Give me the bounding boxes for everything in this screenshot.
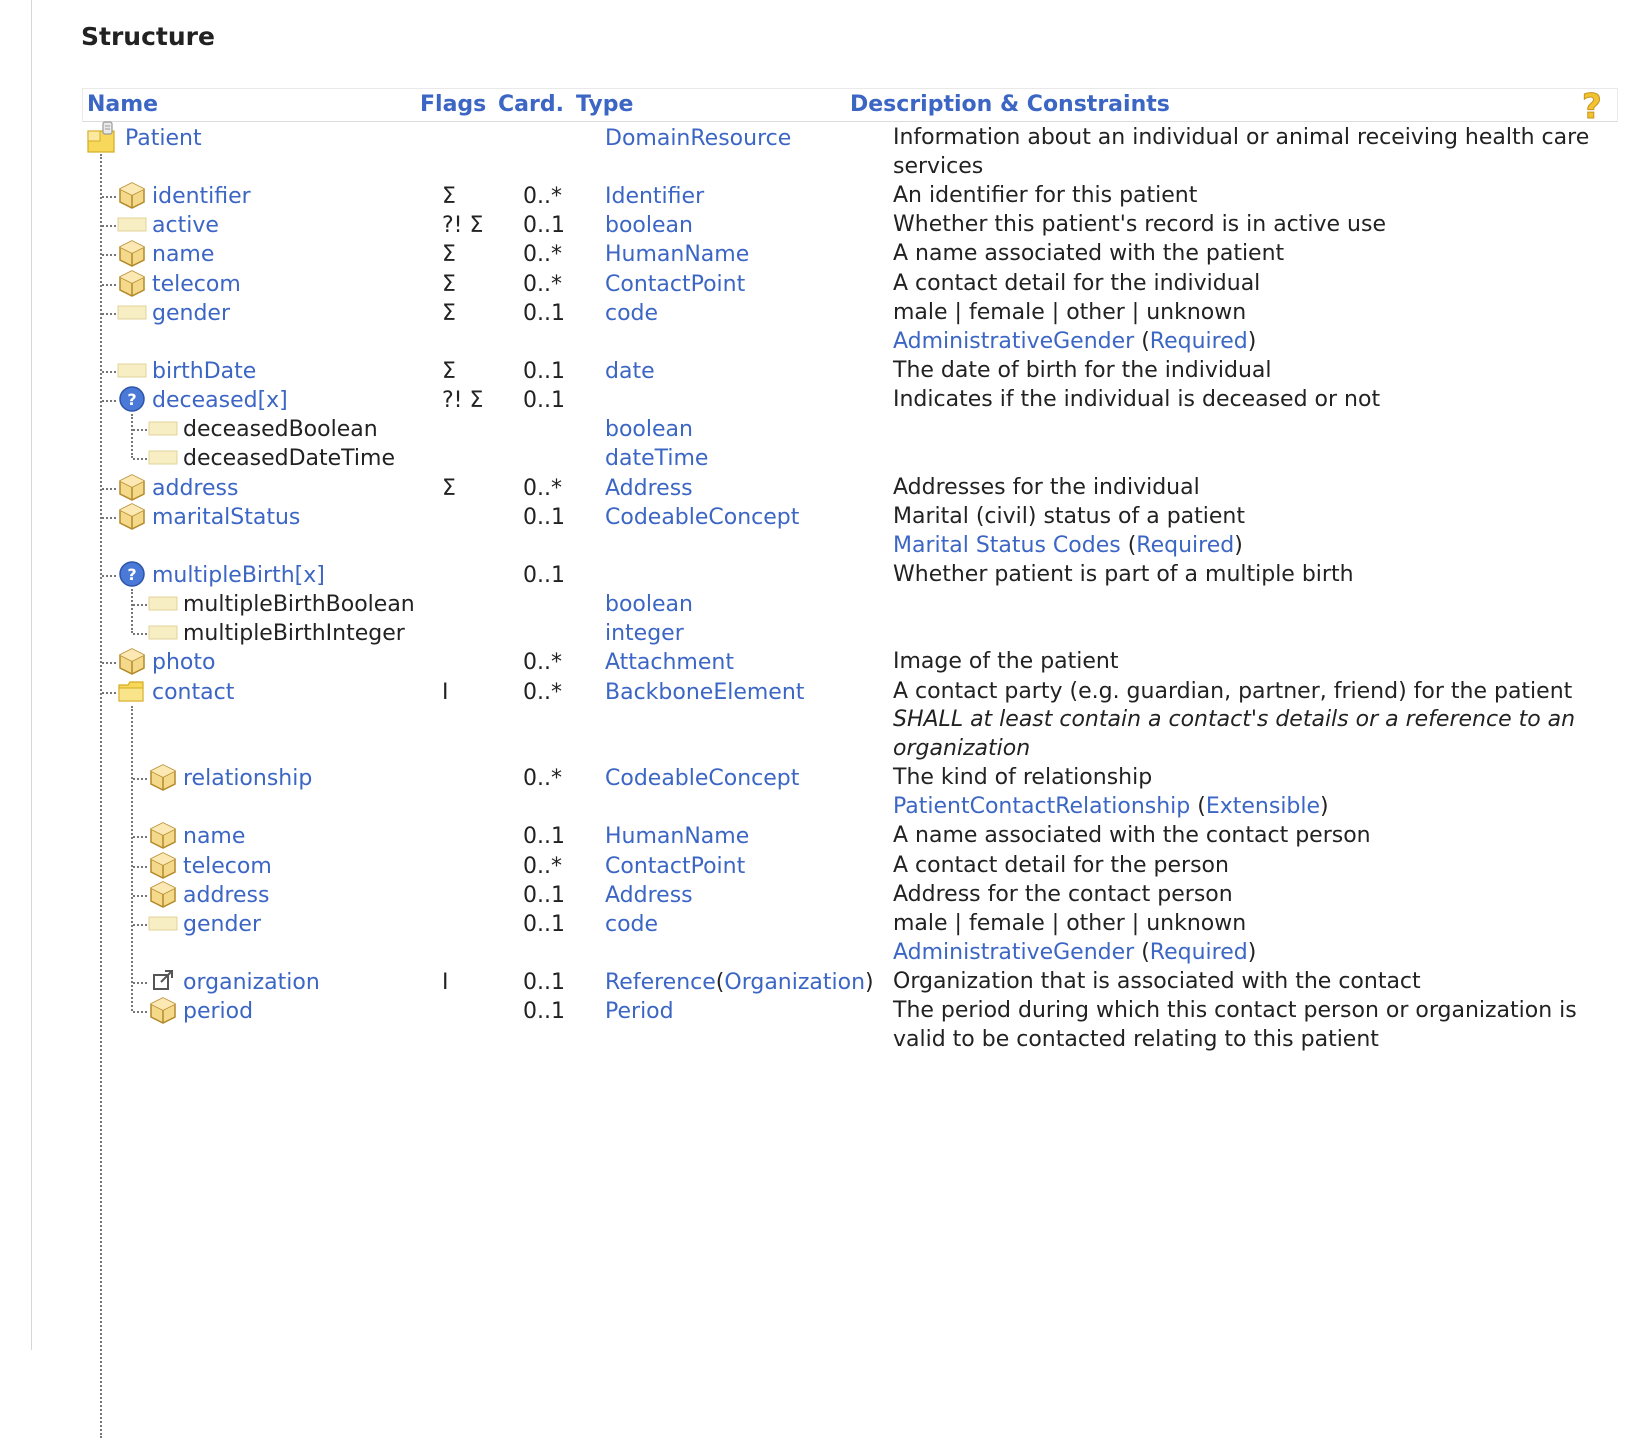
description-cell: [893, 240, 1613, 269]
description-cell: [893, 822, 1613, 851]
flags-cell: I: [442, 679, 449, 705]
column-header-type[interactable]: Type: [576, 92, 634, 117]
flags-cell: ?! Σ: [442, 213, 484, 239]
description-text: The date of birth for the individual: [893, 357, 1272, 383]
table-row: [82, 268, 1618, 297]
cardinality-cell: 0..1: [523, 882, 565, 908]
tree-line: [102, 225, 116, 227]
element-name-deceaseddatetime: deceasedDateTime: [183, 446, 395, 472]
element-name-telecom[interactable]: telecom: [152, 271, 241, 297]
table-row: [82, 879, 1618, 908]
table-header: [82, 88, 1618, 122]
description-text: Addresses for the individual: [893, 474, 1200, 500]
description-cell: [893, 357, 1613, 386]
table-row: [82, 646, 1618, 675]
tree-line: [133, 1011, 147, 1013]
table-row: [82, 413, 1618, 442]
tree-line: [133, 924, 147, 926]
description-cell: [893, 648, 1613, 677]
table-row: [82, 180, 1618, 209]
structure-table: [82, 87, 1618, 1052]
flags-cell: I: [442, 970, 449, 995]
tree-line: [102, 488, 116, 490]
element-name-multiplebirthx[interactable]: multipleBirth[x]: [152, 562, 325, 588]
type-cell[interactable]: Address: [605, 882, 693, 908]
cardinality-cell: 0..1: [523, 213, 565, 239]
tree-line: [102, 313, 116, 315]
primitive-icon: [148, 908, 178, 942]
tree-line: [102, 196, 116, 198]
type-cell[interactable]: HumanName: [605, 824, 750, 850]
description-cell: [893, 764, 1613, 822]
type-cell[interactable]: boolean: [605, 417, 693, 443]
cardinality-cell: 0..1: [523, 300, 565, 326]
description-cell: [893, 182, 1613, 211]
column-header-name[interactable]: Name: [87, 92, 159, 117]
flags-cell: Σ: [442, 300, 456, 326]
table-row: [82, 676, 1618, 762]
column-header-description[interactable]: Description & Constraints: [850, 92, 1170, 117]
type-target-link[interactable]: Organization: [724, 970, 866, 995]
table-row: [82, 559, 1618, 588]
table-row: [82, 908, 1618, 966]
paren: ): [1320, 794, 1329, 820]
tree-line: [131, 706, 133, 1012]
description-cell: [893, 881, 1613, 910]
tree-line: [133, 866, 147, 868]
tree-line: [102, 575, 116, 577]
description-text: Indicates if the individual is deceased or not: [893, 387, 1381, 412]
description-text: Organization that is associated with the contact: [893, 969, 1421, 994]
type-cell[interactable]: boolean: [605, 213, 693, 239]
element-name-name[interactable]: name: [152, 242, 215, 268]
type-cell[interactable]: Attachment: [605, 650, 734, 676]
description-text: The period during which this contact person or organization is valid to be contacted relating to this patient: [893, 998, 1577, 1052]
flags-cell: Σ: [442, 184, 456, 209]
description-cell: [893, 678, 1613, 764]
type-cell[interactable]: ContactPoint: [605, 853, 746, 879]
binding-link[interactable]: AdministrativeGender: [893, 328, 1135, 354]
binding-strength-link[interactable]: Required: [1136, 532, 1235, 558]
paren: (: [1190, 794, 1206, 820]
page-left-border: [31, 0, 32, 1350]
type-link[interactable]: Reference: [605, 970, 716, 995]
column-header-card[interactable]: Card.: [498, 92, 564, 117]
element-name-name[interactable]: name: [183, 824, 246, 850]
binding-strength-link[interactable]: Required: [1149, 939, 1248, 965]
table-row: [82, 820, 1618, 849]
type-cell[interactable]: dateTime: [605, 446, 709, 472]
datatype-cube-icon: [148, 995, 178, 1029]
section-title: Structure: [81, 22, 215, 51]
primitive-icon: [117, 297, 147, 331]
element-name-deceasedx[interactable]: deceased[x]: [152, 388, 288, 413]
type-cell[interactable]: CodeableConcept: [605, 766, 800, 792]
cardinality-cell: 0..1: [523, 358, 565, 384]
description-text: male | female | other | unknown: [893, 299, 1247, 325]
tree-line: [133, 982, 147, 984]
tree-line: [102, 400, 116, 402]
description-text: male | female | other | unknown: [893, 911, 1247, 936]
description-cell: [893, 910, 1613, 968]
cardinality-cell: 0..*: [523, 650, 562, 676]
datatype-cube-icon: [117, 501, 147, 535]
element-name-deceasedboolean: deceasedBoolean: [183, 417, 378, 443]
table-row: [82, 995, 1618, 1053]
table-row: [82, 355, 1618, 384]
resource-icon: [86, 120, 120, 158]
flags-cell: Σ: [442, 271, 456, 297]
type-cell[interactable]: integer: [605, 621, 684, 647]
paren: (: [1120, 532, 1137, 558]
cardinality-cell: 0..1: [523, 970, 565, 995]
help-icon[interactable]: [1579, 87, 1613, 123]
element-name-telecom[interactable]: telecom: [183, 853, 272, 879]
tree-line: [131, 414, 133, 458]
element-name-maritalstatus[interactable]: maritalStatus: [152, 504, 301, 530]
tree-line: [102, 284, 116, 286]
type-cell[interactable]: boolean: [605, 592, 693, 617]
element-name-active[interactable]: active: [152, 213, 219, 239]
cardinality-cell: 0..1: [523, 912, 565, 937]
element-name-organization[interactable]: organization: [183, 970, 320, 995]
paren: (: [1134, 328, 1150, 354]
description-cell: [893, 997, 1613, 1055]
cardinality-cell: 0..1: [523, 388, 565, 413]
column-header-flags[interactable]: Flags: [420, 92, 487, 117]
element-name-photo[interactable]: photo: [152, 650, 216, 676]
cardinality-cell: 0..1: [523, 562, 565, 588]
description-cell: [893, 270, 1613, 299]
type-cell[interactable]: code: [605, 300, 659, 326]
table-row: [82, 966, 1618, 995]
type-cell[interactable]: BackboneElement: [605, 679, 805, 705]
tree-line: [133, 633, 147, 635]
description-cell: [893, 474, 1613, 503]
tree-line: [102, 662, 116, 664]
type-cell[interactable]: code: [605, 912, 659, 937]
element-name-relationship[interactable]: relationship: [183, 766, 313, 792]
tree-line: [133, 429, 147, 431]
element-name-contact[interactable]: contact: [152, 679, 235, 705]
folder-icon: [117, 676, 147, 710]
table-row: [82, 762, 1618, 820]
type-cell[interactable]: Identifier: [605, 184, 705, 209]
paren: ): [1234, 532, 1243, 558]
description-cell: [893, 299, 1613, 357]
cardinality-cell: 0..*: [523, 475, 562, 501]
table-row: [82, 501, 1618, 559]
description-text: A contact detail for the individual: [893, 270, 1261, 296]
description-cell: [893, 211, 1613, 240]
binding-link[interactable]: PatientContactRelationship: [893, 794, 1191, 820]
table-row: [82, 472, 1618, 501]
cardinality-cell: 0..*: [523, 242, 562, 268]
svg-text:?: ?: [127, 390, 137, 409]
flags-cell: Σ: [442, 358, 456, 384]
paren: ): [865, 970, 874, 995]
tree-line: [100, 154, 102, 1438]
tree-line: [131, 589, 133, 633]
description-text: Whether patient is part of a multiple birth: [893, 561, 1354, 587]
flags-cell: Σ: [442, 475, 456, 501]
tree-line: [102, 517, 116, 519]
table-row: [82, 238, 1618, 267]
cardinality-cell: 0..1: [523, 504, 565, 530]
type-cell[interactable]: DomainResource: [605, 126, 792, 151]
tree-line: [133, 604, 147, 606]
table-row: [82, 442, 1618, 471]
cardinality-cell: 0..*: [523, 853, 562, 879]
description-text: A name associated with the patient: [893, 241, 1285, 267]
element-name-address[interactable]: address: [152, 475, 239, 501]
tree-line: [133, 778, 147, 780]
description-cell: [893, 852, 1613, 881]
cardinality-cell: 0..1: [523, 824, 565, 850]
binding-strength-link[interactable]: Extensible: [1205, 794, 1321, 820]
element-name-period[interactable]: period: [183, 999, 254, 1025]
element-name-multiplebirthboolean: multipleBirthBoolean: [183, 592, 415, 617]
description-text: Information about an individual or animal receiving health care services: [893, 125, 1590, 179]
flags-cell: Σ: [442, 242, 456, 268]
type-cell[interactable]: HumanName: [605, 242, 750, 268]
description-text: A contact party (e.g. guardian, partner, friend) for the patient: [893, 678, 1573, 704]
datatype-cube-icon: [148, 762, 178, 796]
element-name-birthdate[interactable]: birthDate: [152, 358, 257, 384]
tree-line: [133, 895, 147, 897]
type-cell[interactable]: Address: [605, 475, 693, 501]
description-text: An identifier for this patient: [893, 183, 1198, 208]
description-cell: [893, 386, 1613, 415]
description-text: A contact detail for the person: [893, 852, 1229, 878]
paren: (: [1134, 939, 1150, 965]
cardinality-cell: 0..*: [523, 766, 562, 792]
type-cell[interactable]: ContactPoint: [605, 271, 746, 297]
paren: ): [1247, 328, 1257, 354]
description-cell: [893, 124, 1613, 182]
svg-text:?: ?: [1582, 87, 1602, 123]
cardinality-cell: 0..*: [523, 271, 562, 297]
table-row: [82, 850, 1618, 879]
tree-line: [102, 692, 116, 694]
description-text: Marital (civil) status of a patient: [893, 503, 1245, 529]
table-row: [82, 617, 1618, 646]
table-row: [82, 588, 1618, 617]
description-cell: [893, 503, 1613, 561]
element-name-patient[interactable]: Patient: [125, 126, 202, 151]
element-name-gender[interactable]: gender: [183, 912, 261, 937]
paren: (: [715, 970, 725, 995]
cardinality-cell: 0..*: [523, 679, 562, 705]
tree-line: [102, 371, 116, 373]
description-cell: [893, 968, 1613, 997]
table-row: [82, 209, 1618, 238]
cardinality-cell: 0..*: [523, 184, 562, 209]
binding-strength-link[interactable]: Required: [1149, 328, 1248, 354]
description-text: The kind of relationship: [893, 765, 1153, 791]
description-text: Image of the patient: [893, 649, 1119, 675]
type-cell[interactable]: Period: [605, 999, 674, 1025]
type-cell[interactable]: [605, 968, 874, 999]
binding-link[interactable]: Marital Status Codes: [893, 532, 1121, 558]
element-name-identifier[interactable]: identifier: [152, 184, 251, 209]
binding-link[interactable]: AdministrativeGender: [893, 939, 1135, 965]
tree-line: [133, 458, 147, 460]
flags-cell: ?! Σ: [442, 388, 484, 413]
svg-text:?: ?: [127, 564, 137, 584]
type-cell[interactable]: date: [605, 358, 655, 384]
cardinality-cell: 0..1: [523, 999, 565, 1025]
constraint-note: SHALL at least contain a contact's details or a reference to an organization: [893, 707, 1576, 762]
table-row: [82, 122, 1618, 180]
tree-line: [102, 254, 116, 256]
table-row: [82, 384, 1618, 413]
description-text: Whether this patient's record is in active use: [893, 212, 1386, 238]
tree-line: [133, 836, 147, 838]
description-cell: [893, 561, 1613, 590]
paren: ): [1247, 939, 1257, 965]
description-text: Address for the contact person: [893, 881, 1233, 907]
type-cell[interactable]: CodeableConcept: [605, 504, 800, 530]
element-name-multiplebirthinteger: multipleBirthInteger: [183, 621, 405, 647]
description-text: A name associated with the contact person: [893, 823, 1371, 849]
table-row: [82, 297, 1618, 355]
element-name-gender[interactable]: gender: [152, 300, 230, 326]
element-name-address[interactable]: address: [183, 882, 270, 908]
